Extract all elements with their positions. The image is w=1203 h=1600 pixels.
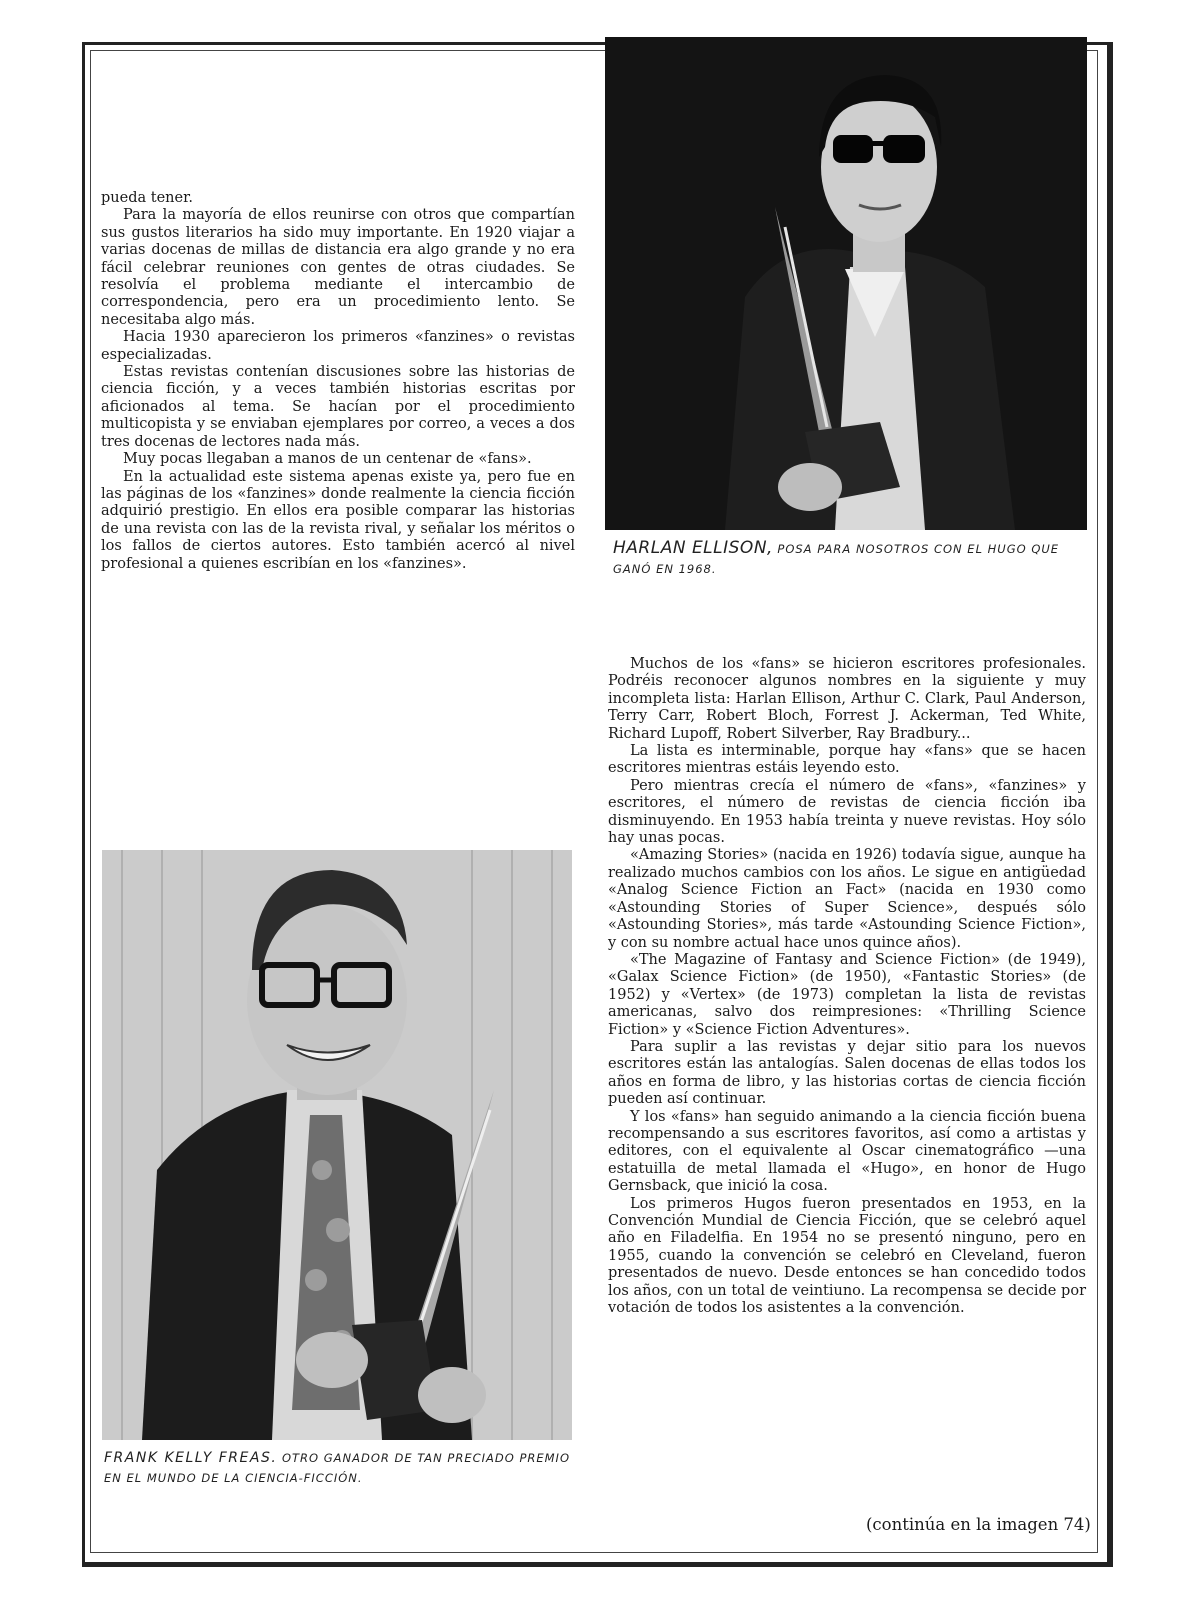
paragraph: Los primeros Hugos fueron presentados en 1953, en la Convención Mundial de Ciencia Ficción, que se celebró aquel año en Filadelfia. En 1954 no se presentó ninguno, pero en 1955, cuando la convención se celebró en Cleveland, fueron presentados de nuevo. Desde entonces se han concedido todos los años, con un total de veintiuno. La recompensa se decide por votación de todos los asistentes a la convención. [608, 1195, 1086, 1317]
paragraph: Pero mientras crecía el número de «fans», «fanzines» y escritores, el número de revistas de ciencia ficción iba disminuyendo. En 1953 había treinta y nueve revistas. Hoy sólo hay unas pocas. [608, 777, 1086, 847]
ellison-caption-text: POSA PARA NOSOTROS CON EL HUGO QUE GANÓ EN 1968. [613, 542, 1060, 576]
harlan-ellison-photo [605, 37, 1087, 530]
paragraph: En la actualidad este sistema apenas existe ya, pero fue en las páginas de los «fanzines» donde realmente la ciencia ficción adquirió prestigio. En ellos era posible comparar las historias de una revista con las de la revista rival, y señalar los méritos o los fallos de ciertos autores. Esto también acercó al nivel profesional a quienes escribían en los «fanzines». [101, 468, 575, 572]
ellison-photo-caption [613, 538, 1083, 579]
paragraph: Para suplir a las revistas y dejar sitio para los nuevos escritores están las antalogías. Salen docenas de ellas todos los años en forma de libro, y las historias cortas de ciencia ficción pueden así continuar. [608, 1038, 1086, 1108]
right-text-column [608, 656, 1086, 1317]
paragraph: Y los «fans» han seguido animando a la ciencia ficción buena recompensando a sus escritores favoritos, así como a artistas y editores, con el equivalente al Oscar cinematográfico —una estatuilla de metal llamada el «Hugo», en honor de Hugo Gernsback, que inició la cosa. [608, 1108, 1086, 1195]
paragraph: «The Magazine of Fantasy and Science Fiction» (de 1949), «Galax Science Fiction» (de 1950), «Fantastic Stories» (de 1952) y «Vertex» (de 1973) completan la lista de revistas americanas, salvo dos reimpresiones: «Thrilling Science Fiction» y «Science Fiction Adventures». [608, 951, 1086, 1038]
freas-caption-text: OTRO GANADOR DE TAN PRECIADO PREMIO EN EL MUNDO DE LA CIENCIA-FICCIÓN. [104, 1451, 570, 1485]
left-text-column [101, 190, 575, 573]
paragraph: Estas revistas contenían discusiones sobre las historias de ciencia ficción, y a veces también historias escritas por aficionados al tema. Se hacían por el procedimiento multicopista y se enviaban ejemplares por correo, a veces a dos tres docenas de lectores nada más. [101, 364, 575, 450]
paragraph: Para la mayoría de ellos reunirse con otros que compartían sus gustos literarios ha sido muy importante. En 1920 viajar a varias docenas de millas de distancia era algo grande y no era fácil celebrar reuniones con gentes de otras ciudades. Se resolvía el problema mediante el intercambio de correspondencia, pero era un procedimiento lento. Se necesitaba algo más. [101, 207, 575, 328]
paragraph: La lista es interminable, porque hay «fans» que se hacen escritores mientras estáis leyendo esto. [608, 743, 1086, 777]
paragraph: «Amazing Stories» (nacida en 1926) todavía sigue, aunque ha realizado muchos cambios con los años. Le sigue en antigüedad «Analog Science Fiction an Fact» (nacida en 1930 como «Astounding Stories of Super Science», después sólo «Astounding Stories», más tarde «Astounding Science Fiction», y con su nombre actual hace unos quince años). [608, 847, 1086, 951]
paragraph: pueda tener. [101, 190, 194, 206]
paragraph: Muy pocas llegaban a manos de un centenar de «fans». [123, 451, 532, 468]
portrait-photo-icon [605, 37, 1087, 530]
ellison-caption-name: HARLAN ELLISON, [613, 538, 773, 558]
portrait-photo-icon [102, 850, 572, 1440]
paragraph: Muchos de los «fans» se hicieron escritores profesionales. Podréis reconocer algunos nombres en la siguiente y muy incompleta lista: Harlan Ellison, Arthur C. Clark, Paul Anderson, Terry Carr, Robert Bloch, Forrest J. Ackerman, Ted White, Richard Lupoff, Robert Silverber, Ray Bradbury... [608, 656, 1086, 742]
paragraph: Hacia 1930 aparecieron los primeros «fanzines» o revistas especializadas. [101, 329, 575, 363]
freas-caption-name: FRANK KELLY FREAS. [104, 1450, 278, 1466]
frank-kelly-freas-photo [102, 850, 572, 1440]
continuation-note: (continúa en la imagen 74) [866, 1515, 1091, 1534]
freas-photo-caption [104, 1448, 574, 1488]
